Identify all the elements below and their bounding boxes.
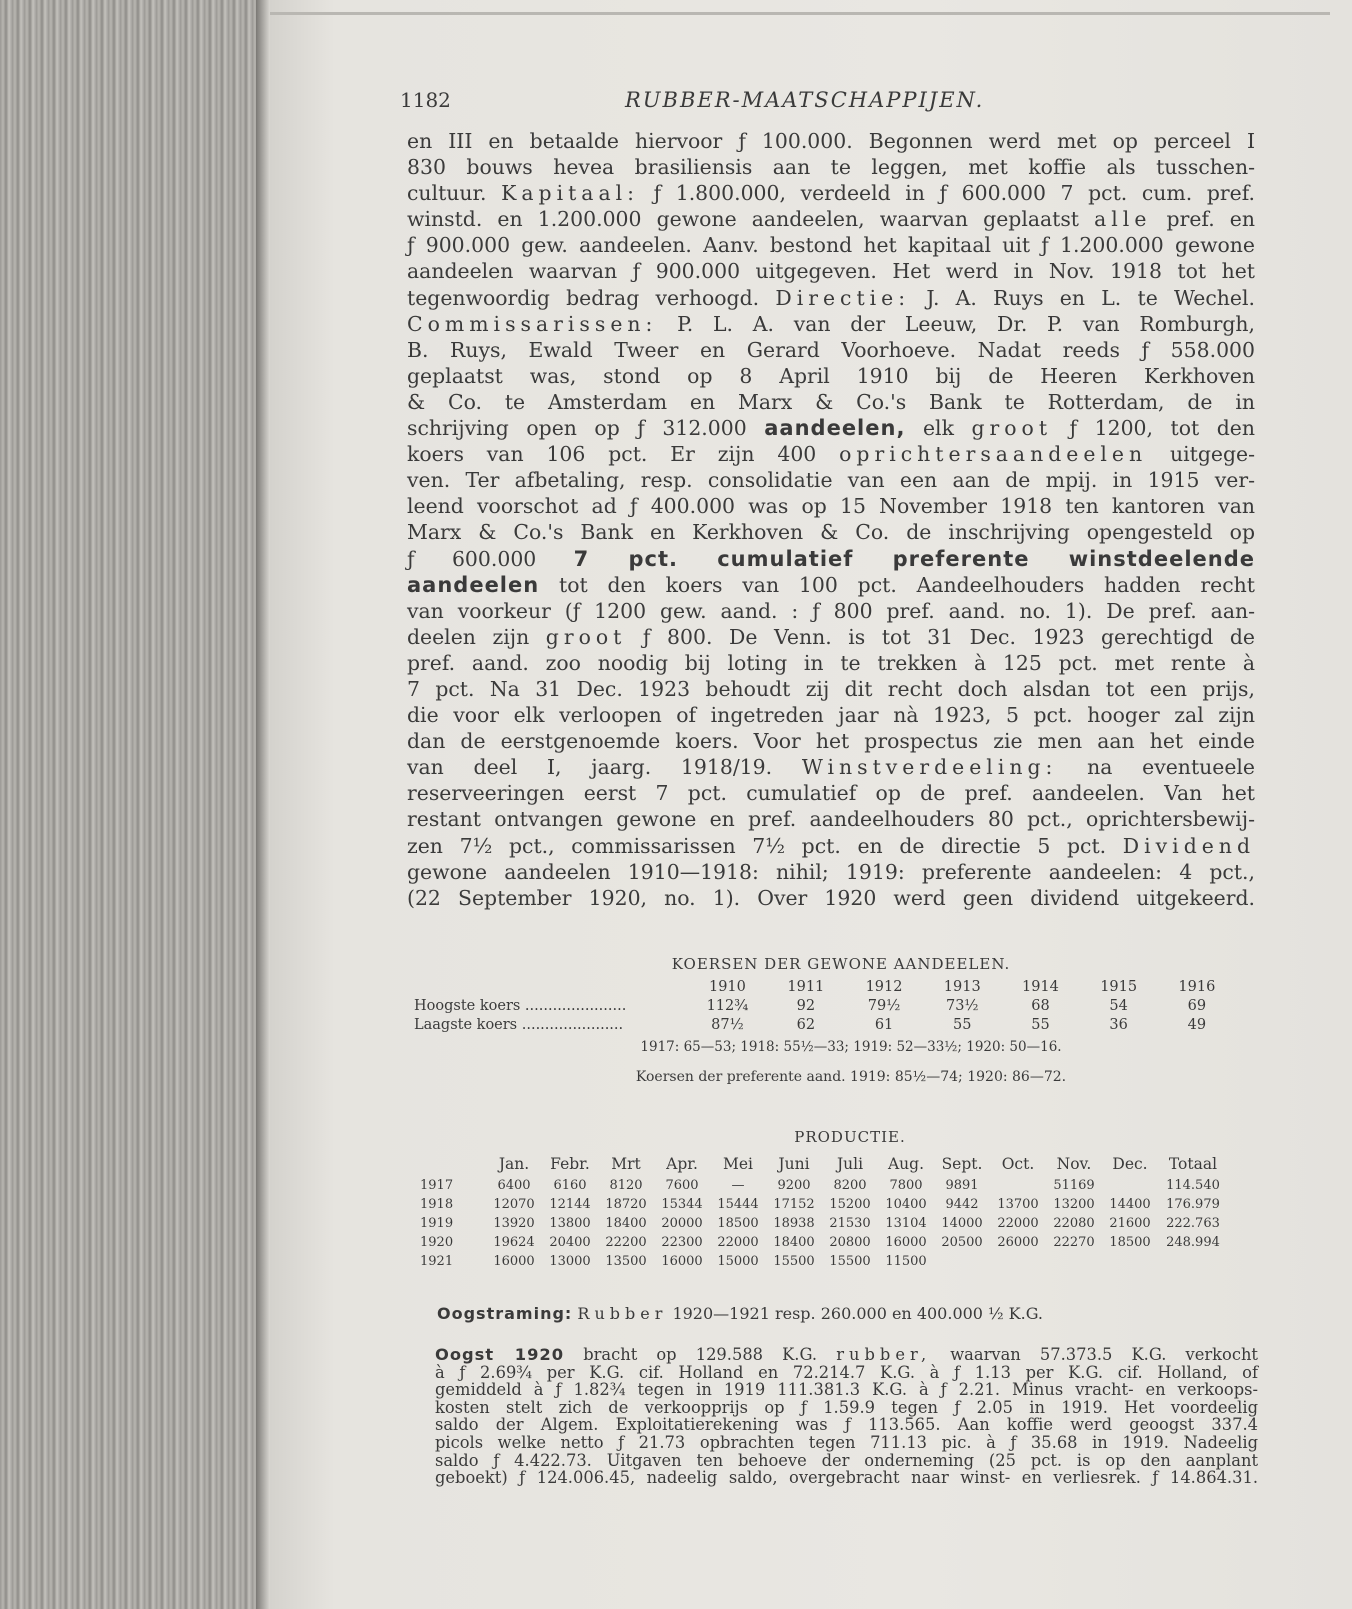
text-line (407, 650, 1255, 676)
table-cell (934, 1252, 990, 1271)
row-year: 1920 (420, 1235, 454, 1250)
table-cell: 21600 (1109, 1216, 1151, 1231)
year-header: 1912 (865, 978, 903, 995)
table-cell: 114.540 (1166, 1178, 1220, 1193)
table-cell: 69 (1187, 997, 1207, 1014)
table-row (420, 1195, 1228, 1214)
table-cell: 22000 (997, 1216, 1039, 1231)
text-run: à ƒ 2.69¾ per K.G. cif. Holland en 72.214.7 K.G. à ƒ 1.13 per K.G. cif. Holland, of (435, 1362, 1258, 1382)
column-header: Jan. (498, 1155, 530, 1173)
text-run: reserveeringen eerst 7 pct. cumulatief op de pref. aandeelen. Van het (407, 781, 1255, 806)
empty-cell (414, 977, 688, 996)
page-number: 1182 (400, 88, 451, 112)
text-line (435, 1434, 1258, 1452)
text-run: pref. aand. zoo noodig bij loting in te trekken à 125 pct. met rente à (407, 650, 1255, 675)
text-line (435, 1416, 1258, 1434)
table-row (420, 1214, 1228, 1233)
koersen-footnote: 1917: 65—53; 1918: 55½—33; 1919: 52—33½; 1920: 50—16. (640, 1039, 1062, 1055)
table-cell: 13200 (1053, 1197, 1095, 1212)
table-cell: 15200 (829, 1197, 871, 1212)
table-cell: 22270 (1053, 1235, 1095, 1250)
productie-section (420, 1128, 1260, 1271)
table-row (414, 996, 1236, 1015)
text-run: Marx & Co.'s Bank en Kerkhoven & Co. de inschrijving opengesteld op (407, 520, 1255, 545)
text-line (407, 467, 1255, 493)
text-run: elk (905, 416, 972, 441)
text-run: groot (545, 624, 627, 649)
table-cell: 13920 (493, 1216, 535, 1231)
oogstraming-text: 1920—1921 resp. 260.000 en 400.000 ½ K.G. (667, 1304, 1043, 1323)
year-header: 1914 (1021, 978, 1059, 995)
table-cell: 15500 (829, 1254, 871, 1269)
table-cell: 17152 (773, 1197, 815, 1212)
text-run: schrijving open op ƒ 312.000 (407, 416, 765, 441)
table-row (420, 1233, 1228, 1252)
text-run: Winstverdeeling: (801, 755, 1058, 780)
year-header: 1910 (708, 978, 746, 995)
text-line (407, 780, 1255, 806)
text-line (435, 1399, 1258, 1417)
text-run: uitgege- (1147, 442, 1255, 467)
text-line (435, 1452, 1258, 1470)
table-cell: 16000 (885, 1235, 927, 1250)
table-cell: — (731, 1178, 745, 1193)
oogstraming-product: Rubber (577, 1304, 668, 1323)
text-run: ƒ 1.800.000, verdeeld in ƒ 600.000 7 pct. cum. pref. (639, 181, 1255, 206)
text-line (407, 415, 1255, 441)
koersen-title: KOERSEN DER GEWONE AANDEELEN. (671, 955, 1011, 973)
table-cell: 79½ (867, 997, 901, 1014)
text-run: bracht op 129.588 K.G. (564, 1345, 837, 1364)
table-cell: 18938 (773, 1216, 815, 1231)
table-cell: 11500 (885, 1254, 927, 1269)
book-page (270, 0, 1352, 1609)
text-run: & Co. te Amsterdam en Marx & Co.'s Bank te Rotterdam, de in (407, 389, 1255, 414)
table-cell (990, 1252, 1046, 1271)
table-cell: 87½ (711, 1016, 744, 1033)
text-run: ƒ 100.000. Begonnen werd met op perceel I (738, 129, 1256, 153)
text-line (407, 232, 1255, 258)
table-cell: 9891 (945, 1178, 979, 1193)
table-cell: 20400 (549, 1235, 591, 1250)
table-cell: 13800 (549, 1216, 591, 1231)
text-run: gemiddeld à ƒ 1.82¾ tegen in 1919 111.381.3 K.G. à ƒ 2.21. Minus vracht- en verkoops- (435, 1380, 1258, 1400)
table-cell: 22300 (661, 1235, 703, 1250)
text-run: ƒ 900.000 gew. aandeelen. Aanv. bestond het kapitaal uit ƒ 1.200.000 gewone (407, 233, 1255, 258)
table-cell (1102, 1252, 1158, 1271)
text-run: Commissarissen: (407, 311, 658, 336)
text-run: J. A. Ruys en L. te Wechel. (910, 285, 1255, 310)
column-header: Aug. (887, 1155, 925, 1173)
text-run: aandeelen, (764, 416, 906, 441)
text-run: Oogst 1920 (435, 1345, 565, 1364)
table-cell: 12144 (549, 1197, 591, 1212)
text-run: zen 7½ pct., commissarissen 7½ pct. en de directie 5 pct. (407, 833, 1123, 858)
column-header: Juni (778, 1155, 810, 1173)
page-top-shadow (270, 12, 1330, 15)
text-run: 7 pct. Na 31 Dec. 1923 behoudt zij dit recht doch alsdan tot een prijs, (407, 676, 1255, 701)
year-header: 1915 (1100, 978, 1138, 995)
text-line (407, 389, 1255, 415)
text-run: aandeelen (407, 572, 540, 597)
text-line (407, 154, 1255, 180)
row-year: 1918 (420, 1197, 454, 1212)
text-run: ƒ 1200, tot den (1052, 416, 1256, 441)
table-cell: 7600 (665, 1178, 699, 1193)
oogst-paragraph (435, 1346, 1258, 1487)
text-run: deelen zijn (407, 624, 546, 649)
text-line (407, 128, 1255, 154)
table-cell: 12070 (493, 1197, 535, 1212)
text-run: en III en betaalde hiervoor (407, 129, 739, 153)
table-cell: 18500 (1109, 1235, 1151, 1250)
table-cell: 55 (1031, 1016, 1050, 1033)
running-title: RUBBER-MAATSCHAPPIJEN. (625, 88, 985, 112)
column-header: Nov. (1056, 1155, 1092, 1173)
row-year: 1921 (420, 1254, 454, 1269)
table-cell: 13500 (605, 1254, 647, 1269)
table-cell: 6400 (497, 1178, 531, 1193)
column-header: Apr. (666, 1155, 698, 1173)
text-run: P. L. A. van der Leeuw, Dr. P. van Romburgh, (657, 311, 1255, 336)
text-run: dan de eerstgenoemde koers. Voor het prospectus zie men aan het einde (407, 729, 1255, 754)
column-header: Totaal (1168, 1155, 1218, 1173)
text-run: die voor elk verloopen of ingetreden jaar nà 1923, 5 pct. hooger zal zijn (407, 703, 1255, 728)
year-header: 1916 (1178, 978, 1216, 995)
text-run: (22 September 1920, no. 1). Over 1920 werd geen dividend uitgekeerd. (407, 885, 1255, 910)
table-cell: 18720 (605, 1197, 647, 1212)
column-header: Juli (836, 1155, 864, 1173)
text-line (407, 676, 1255, 702)
koersen-section (406, 955, 1236, 1085)
table-cell: 8200 (833, 1178, 867, 1193)
table-cell: 92 (796, 997, 816, 1014)
table-row (420, 1176, 1228, 1195)
text-run: 7 pct. cumulatief preferente winstdeelende (573, 546, 1255, 571)
text-run: koers van 106 pct. Er zijn 400 (407, 442, 840, 467)
table-cell (1158, 1252, 1228, 1271)
productie-table (420, 1152, 1228, 1271)
text-run: cultuur. (407, 181, 502, 206)
table-cell: 19624 (493, 1235, 535, 1250)
productie-header-row (420, 1152, 1228, 1176)
text-run: ƒ 600.000 (407, 546, 574, 571)
table-cell: 51169 (1053, 1178, 1095, 1193)
table-cell: 20800 (829, 1235, 871, 1250)
table-cell: 22200 (605, 1235, 647, 1250)
text-run: waarvan 57.373.5 K.G. verkocht (931, 1345, 1258, 1364)
text-run: geplaatst was, stond op 8 April 1910 bij de Heeren Kerkhoven (407, 363, 1255, 388)
text-line (435, 1364, 1258, 1382)
text-run: restant ontvangen gewone en pref. aandeelhouders 80 pct., oprichtersbewij- (407, 807, 1255, 832)
column-header: Febr. (550, 1155, 590, 1173)
text-line (407, 624, 1255, 650)
table-cell: 20500 (941, 1235, 983, 1250)
text-line (407, 441, 1255, 467)
koersen-year-row (414, 977, 1236, 996)
table-cell: 14000 (941, 1216, 983, 1231)
table-cell: 18400 (605, 1216, 647, 1231)
text-run: pref. en (1151, 207, 1255, 232)
text-line (407, 337, 1255, 363)
text-run: tot den koers van 100 pct. Aandeelhouders hadden recht (539, 572, 1255, 597)
table-cell: 15000 (717, 1254, 759, 1269)
table-cell: 55 (953, 1016, 972, 1033)
table-row (420, 1252, 1228, 1271)
year-header: 1913 (943, 978, 981, 995)
table-cell: 7800 (889, 1178, 923, 1193)
text-run: kosten stelt zich de verkoopprijs op ƒ 1.59.9 tegen ƒ 2.05 in 1919. Het voordeelig (435, 1397, 1258, 1417)
table-cell (1102, 1176, 1158, 1195)
table-cell: 15500 (773, 1254, 815, 1269)
text-run: geboekt) ƒ 124.006.45, nadeelig saldo, overgebracht naar winst- en verliesrek. ƒ 14.864.31. (435, 1468, 1258, 1488)
text-line (407, 859, 1255, 885)
productie-title: PRODUCTIE. (794, 1128, 906, 1146)
table-cell: 22000 (717, 1235, 759, 1250)
table-cell: 54 (1109, 997, 1128, 1014)
text-run: picols welke netto ƒ 21.73 opbrachten tegen 711.13 pic. à ƒ 35.68 in 1919. Nadeelig (435, 1432, 1258, 1452)
table-cell: 18400 (773, 1235, 815, 1250)
table-cell: 68 (1031, 997, 1050, 1014)
table-cell: 8120 (609, 1178, 643, 1193)
text-line (407, 885, 1255, 911)
text-run: van voorkeur (ƒ 1200 gew. aand. : ƒ 800 pref. aand. no. 1). De pref. aan- (407, 598, 1255, 623)
text-line (407, 258, 1255, 284)
text-line (407, 363, 1255, 389)
text-run: alle (1094, 207, 1152, 232)
table-cell: 73½ (945, 997, 979, 1014)
table-cell: 22080 (1053, 1216, 1095, 1231)
text-line (407, 519, 1255, 545)
table-cell: 61 (874, 1016, 894, 1033)
koersen-preferente: Koersen der preferente aand. 1919: 85½—74; 1920: 86—72. (635, 1069, 1067, 1085)
table-cell: 13000 (549, 1254, 591, 1269)
text-run: 830 bouws hevea brasiliensis aan te leggen, met koffie als tusschen- (407, 155, 1255, 180)
table-row (414, 1015, 1236, 1034)
column-header: Mrt (611, 1155, 641, 1173)
table-cell: 14400 (1109, 1197, 1151, 1212)
table-cell: 16000 (661, 1254, 703, 1269)
table-cell: 10400 (885, 1197, 927, 1212)
text-run: saldo ƒ 4.422.73. Uitgaven ten behoeve der onderneming (25 pct. is op den aanplant (435, 1450, 1258, 1470)
text-run: na eventueele (1057, 755, 1255, 780)
text-line (407, 285, 1255, 311)
table-cell: 18500 (717, 1216, 759, 1231)
text-line (407, 702, 1255, 728)
text-run: ven. Ter afbetaling, resp. consolidatie van een aan de mpij. in 1915 ver- (407, 468, 1255, 493)
text-line (407, 598, 1255, 624)
table-cell: 9200 (777, 1178, 811, 1193)
year-header: 1911 (787, 978, 825, 995)
text-line (407, 493, 1255, 519)
table-cell: 49 (1187, 1016, 1207, 1033)
table-cell (1046, 1252, 1102, 1271)
company-description (407, 128, 1255, 911)
text-line (407, 754, 1255, 780)
text-run: Kapitaal: (501, 181, 639, 206)
text-line (435, 1469, 1258, 1487)
text-run: ƒ 800. De Venn. is tot 31 Dec. 1923 gerechtigd de (626, 624, 1256, 649)
table-cell: 15444 (717, 1197, 759, 1212)
table-cell: 222.763 (1166, 1216, 1220, 1231)
text-run: van deel I, jaarg. 1918/19. (407, 755, 802, 780)
text-line (407, 806, 1255, 832)
text-run: oprichtersaandeelen (839, 442, 1148, 467)
text-run: rubber, (836, 1345, 932, 1364)
row-label: Laagste koers ...................... (414, 1016, 624, 1033)
table-cell: 6160 (553, 1178, 587, 1193)
koersen-table (414, 977, 1236, 1034)
text-run: B. Ruys, Ewald Tweer en Gerard Voorhoeve. Nadat reeds ƒ 558.000 (407, 337, 1255, 362)
table-cell: 15344 (661, 1197, 703, 1212)
text-line (407, 572, 1255, 598)
table-cell: 62 (796, 1016, 816, 1033)
text-line (407, 546, 1255, 572)
text-run: tegenwoordig bedrag verhoogd. (407, 285, 776, 310)
empty-cell (420, 1152, 486, 1176)
table-cell: 248.994 (1166, 1235, 1220, 1250)
text-line (435, 1381, 1258, 1399)
table-cell: 9442 (945, 1197, 979, 1212)
table-cell: 36 (1109, 1016, 1128, 1033)
text-line (407, 180, 1255, 206)
text-line (435, 1346, 1258, 1364)
text-line (407, 728, 1255, 754)
text-run: leend voorschot ad ƒ 400.000 was op 15 November 1918 ten kantoren van (407, 494, 1255, 519)
text-run: Directie: (775, 285, 911, 310)
row-label: Hoogste koers ...................... (414, 997, 627, 1014)
text-line (407, 833, 1255, 859)
text-run: Dividend (1122, 833, 1255, 858)
column-header: Oct. (1001, 1155, 1035, 1173)
table-cell (990, 1176, 1046, 1195)
text-run: gewone aandeelen 1910—1918: nihil; 1919: preferente aandeelen: 4 pct., (407, 859, 1255, 884)
table-cell: 21530 (829, 1216, 871, 1231)
oogstraming-line (437, 1304, 1043, 1323)
oogstraming-label: Oogstraming: (437, 1304, 573, 1323)
table-cell: 16000 (493, 1254, 535, 1269)
table-cell: 13104 (885, 1216, 927, 1231)
text-run: saldo der Algem. Exploitatierekening was ƒ 113.565. Aan koffie werd geoogst 337.4 (435, 1415, 1258, 1435)
column-header: Dec. (1112, 1155, 1148, 1173)
table-cell: 13700 (997, 1197, 1039, 1212)
row-year: 1919 (420, 1216, 454, 1231)
row-year: 1917 (420, 1178, 454, 1193)
column-header: Mei (722, 1155, 753, 1173)
text-line (407, 206, 1255, 232)
page-header (400, 88, 1280, 124)
book-page-edges (0, 0, 270, 1609)
column-header: Sept. (941, 1155, 983, 1173)
text-run: groot (971, 416, 1053, 441)
text-run: aandeelen waarvan ƒ 900.000 uitgegeven. Het werd in Nov. 1918 tot het (407, 259, 1255, 284)
table-cell: 26000 (997, 1235, 1039, 1250)
text-run: winstd. en 1.200.000 gewone aandeelen, waarvan geplaatst (407, 207, 1095, 232)
text-line (407, 311, 1255, 337)
table-cell: 176.979 (1166, 1197, 1220, 1212)
table-cell: 20000 (661, 1216, 703, 1231)
table-cell: 112¾ (706, 997, 749, 1014)
